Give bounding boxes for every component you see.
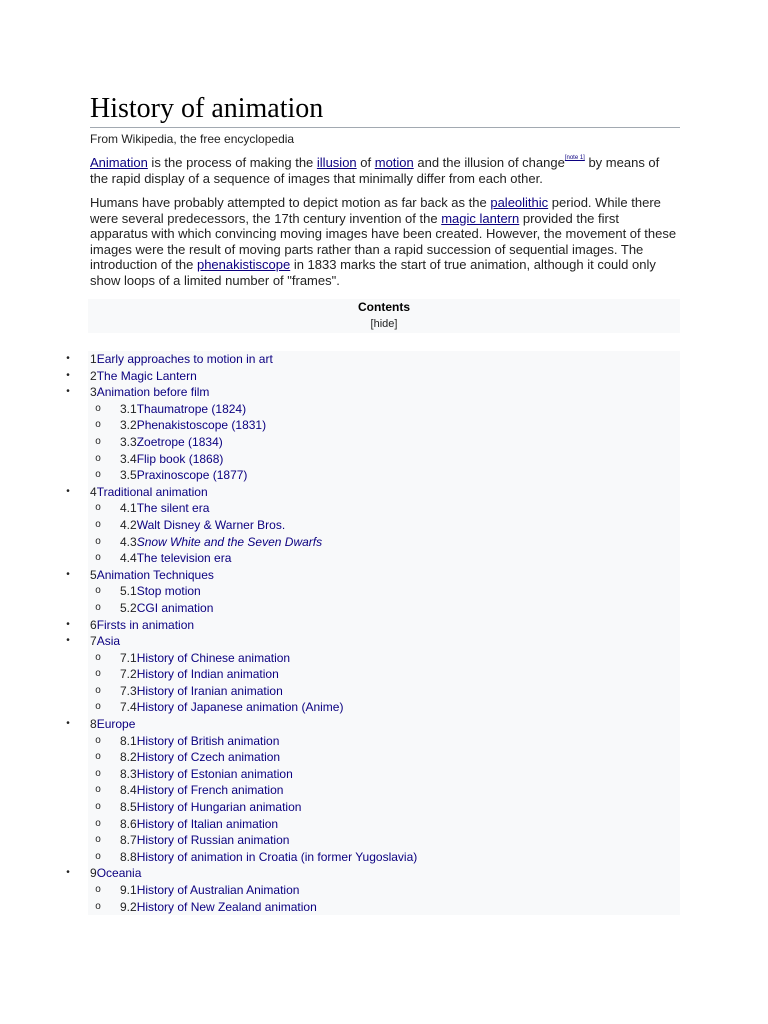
link-motion[interactable]: motion (374, 155, 414, 170)
toc-subitem[interactable] (0, 666, 680, 683)
toc-subitem[interactable] (0, 882, 680, 899)
article (90, 92, 680, 288)
link-illusion[interactable]: illusion (316, 155, 357, 170)
sub-bullet-icon: o (95, 435, 101, 447)
toc-number: 7.1 (120, 650, 137, 665)
toc-title-text[interactable]: Praxinoscope (1877) (136, 468, 248, 483)
toc-link[interactable] (90, 368, 197, 385)
toc-number: 8 (90, 717, 97, 732)
toc-subitem[interactable] (0, 451, 680, 468)
toc-hide-open-bracket: [ (370, 318, 374, 330)
toc-link[interactable] (90, 617, 194, 634)
toc-title-text[interactable]: Traditional animation (96, 484, 208, 499)
sub-bullet-icon: o (95, 801, 101, 813)
toc-subitem[interactable] (0, 583, 680, 600)
toc-link[interactable] (120, 699, 343, 716)
toc-title-text[interactable]: Walt Disney & Warner Bros. (136, 517, 286, 532)
toc-title-text[interactable]: Stop motion (136, 584, 201, 599)
sub-bullet-icon: o (95, 402, 101, 414)
toc-number: 8.5 (120, 800, 137, 815)
toc-number: 3.4 (120, 451, 137, 466)
toc-title: Contents (358, 300, 410, 314)
sub-bullet-icon: o (95, 734, 101, 746)
toc-link[interactable] (120, 401, 246, 418)
toc-number: 7.4 (120, 700, 137, 715)
toc-subitem[interactable] (0, 650, 680, 667)
toc-title-text[interactable]: Firsts in animation (96, 617, 195, 632)
toc-link[interactable] (90, 865, 141, 882)
toc-number: 4.3 (120, 534, 137, 549)
toc-title-text[interactable]: History of Chinese animation (136, 650, 291, 665)
toc-title-text[interactable]: History of British animation (136, 733, 280, 748)
toc-title-text[interactable]: History of Czech animation (136, 750, 281, 765)
sub-bullet-icon: o (95, 518, 101, 530)
toc-title-text[interactable]: History of Hungarian animation (136, 800, 302, 815)
toc-hide-label[interactable]: hide (373, 318, 395, 330)
toc-link[interactable] (120, 683, 283, 700)
toc-number: 3.3 (120, 434, 137, 449)
toc-link[interactable] (120, 467, 247, 484)
toc-number: 7 (90, 634, 97, 649)
toc-link[interactable] (120, 799, 301, 816)
toc-number: 8.4 (120, 783, 137, 798)
sub-bullet-icon: o (95, 452, 101, 464)
toc-item[interactable] (0, 567, 680, 584)
toc-subitem[interactable] (0, 733, 680, 750)
toc-link[interactable] (120, 733, 279, 750)
toc-number: 4.1 (120, 501, 137, 516)
toc-link[interactable] (90, 484, 208, 501)
sub-bullet-icon: o (95, 817, 101, 829)
toc-subitem[interactable] (0, 799, 680, 816)
toc-number: 9 (90, 866, 97, 881)
toc-title-text[interactable]: History of Italian animation (136, 816, 279, 831)
toc-title-text[interactable]: Phenakistoscope (1831) (136, 418, 267, 433)
toc-header (88, 299, 680, 333)
toc-item[interactable] (0, 865, 680, 882)
toc-number: 8.1 (120, 733, 137, 748)
toc-title-text[interactable]: History of New Zealand animation (136, 899, 317, 914)
toc-number: 9.2 (120, 899, 137, 914)
history-text-1: Humans have probably attempted to depict motion as far back as the (90, 195, 491, 210)
sub-bullet-icon: o (95, 601, 101, 613)
toc-number: 5.1 (120, 584, 137, 599)
intro-text-2: of (356, 155, 375, 170)
toc-link[interactable] (90, 716, 135, 733)
toc-item[interactable] (0, 351, 680, 368)
toc-subitem[interactable] (0, 434, 680, 451)
toc-title-text[interactable]: Animation Techniques (96, 567, 214, 582)
sub-bullet-icon: o (95, 850, 101, 862)
footnote-link[interactable]: [note 1] (564, 155, 585, 161)
toc-title-text[interactable]: History of animation in Croatia (in former Yugoslavia) (136, 849, 418, 864)
bullet-icon: • (66, 353, 70, 364)
link-animation[interactable]: Animation (90, 155, 148, 170)
toc-title-text[interactable]: Animation before film (96, 385, 210, 400)
bullet-icon: • (66, 485, 70, 497)
toc-number: 5 (90, 567, 97, 582)
toc-link[interactable] (120, 550, 231, 567)
toc-list (0, 351, 680, 915)
toc-link[interactable] (120, 583, 201, 600)
toc-title-text[interactable]: History of Australian Animation (136, 883, 300, 897)
toc-subitem[interactable] (0, 749, 680, 766)
toc-link[interactable] (90, 351, 273, 368)
toc-title-text[interactable]: Thaumatrope (1824) (136, 401, 247, 416)
bullet-icon: • (66, 718, 70, 730)
toc-link[interactable] (120, 417, 266, 434)
toc-title-text[interactable]: History of French animation (136, 783, 284, 798)
toc-link[interactable] (90, 633, 120, 650)
toc-title-text[interactable]: The Magic Lantern (96, 368, 197, 383)
sub-bullet-icon: o (95, 651, 101, 663)
toc-title-text[interactable]: Asia (96, 634, 121, 649)
toc-link[interactable] (120, 849, 417, 866)
page-title: History of animation (90, 92, 680, 128)
sub-bullet-icon: o (95, 535, 101, 547)
toc-subitem[interactable] (0, 832, 680, 849)
toc-number: 5.2 (120, 600, 137, 615)
toc-number: 4.2 (120, 517, 137, 532)
toc-link[interactable] (120, 600, 213, 617)
toc-number: 4 (90, 484, 97, 499)
toc-subitem[interactable] (0, 782, 680, 799)
toc-link[interactable] (120, 434, 223, 451)
toc-title-text[interactable]: History of Estonian animation (136, 766, 293, 781)
toc-number: 2 (90, 368, 97, 383)
history-text-4: in 1833 marks the start of true animation, although it could only show loops of a limited number of "frames". (90, 257, 656, 288)
sub-bullet-icon: o (95, 834, 101, 846)
bullet-icon: • (66, 386, 70, 398)
toc-link[interactable] (120, 451, 223, 468)
toc-title-text[interactable]: History of Indian animation (136, 667, 279, 682)
toc-title-text[interactable]: History of Japanese animation (Anime) (136, 700, 344, 715)
toc-link[interactable] (120, 666, 279, 683)
sub-bullet-icon: o (95, 668, 101, 680)
toc-number: 6 (90, 617, 97, 632)
toc-link[interactable] (120, 517, 285, 534)
sub-bullet-icon: o (95, 684, 101, 696)
intro-paragraph (90, 155, 680, 186)
link-phenakistiscope[interactable]: phenakistiscope (196, 257, 291, 272)
toc-title-text[interactable]: The silent era (136, 501, 210, 516)
link-paleolithic[interactable]: paleolithic (490, 195, 549, 210)
toc-number: 3.2 (120, 418, 137, 433)
toc-title-text[interactable]: CGI animation (136, 600, 214, 615)
toc-title-text[interactable]: Zoetrope (1834) (136, 434, 223, 449)
toc-number: 3.5 (120, 468, 137, 483)
toc-link[interactable] (120, 816, 278, 833)
bullet-icon: • (66, 568, 70, 580)
toc-title-text[interactable]: Snow White and the Seven Dwarfs (136, 534, 323, 549)
toc-number: 7.3 (120, 683, 137, 698)
toc-subitem[interactable] (0, 899, 680, 916)
toc-subitem[interactable] (0, 517, 680, 534)
toc-number: 8.6 (120, 816, 137, 831)
toc-hide-toggle[interactable] (88, 318, 680, 330)
bullet-icon: • (66, 635, 70, 647)
toc-item[interactable] (0, 633, 680, 650)
toc-subitem[interactable] (0, 417, 680, 434)
toc-item[interactable] (0, 484, 680, 501)
toc-subitem[interactable] (0, 766, 680, 783)
toc-link[interactable] (120, 899, 317, 916)
sub-bullet-icon: o (95, 751, 101, 763)
toc-subitem[interactable] (0, 534, 680, 551)
history-text-2: period. While there were several predecessors, the 17th century invention of the (90, 195, 661, 226)
sub-bullet-icon: o (95, 767, 101, 779)
history-text-3: provided the first apparatus with which convincing moving images have been created. However, the movement of these images were the result of moving parts rather than a rapid succession of sequential images. The introduction of the (90, 210, 677, 272)
sub-bullet-icon: o (95, 502, 101, 514)
toc-number: 3.1 (120, 401, 137, 416)
sub-bullet-icon: o (95, 884, 101, 895)
toc-number: 1 (90, 352, 97, 366)
history-paragraph (90, 195, 680, 288)
toc-link[interactable] (120, 782, 283, 799)
toc-subitem[interactable] (0, 467, 680, 484)
bullet-icon: • (66, 867, 70, 879)
toc-item[interactable] (0, 368, 680, 385)
bullet-icon: • (66, 369, 70, 381)
sub-bullet-icon: o (95, 900, 101, 912)
toc-title-text[interactable]: History of Iranian animation (136, 683, 283, 698)
toc-title-text[interactable]: The television era (136, 551, 232, 566)
intro-text-4: by means of the rapid display of a sequence of images that minimally differ from each other. (90, 155, 660, 186)
toc-number: 8.7 (120, 833, 137, 848)
link-magic-lantern[interactable]: magic lantern (441, 210, 520, 226)
page-subtitle: From Wikipedia, the free encyclopedia (90, 132, 295, 146)
toc-title-text[interactable]: Oceania (96, 866, 142, 881)
sub-bullet-icon: o (95, 419, 101, 431)
toc-link[interactable] (90, 384, 209, 401)
sub-bullet-icon: o (95, 469, 101, 481)
toc-link[interactable] (120, 500, 209, 517)
sub-bullet-icon: o (95, 701, 101, 713)
toc-item[interactable] (0, 384, 680, 401)
toc-number: 8.2 (120, 750, 137, 765)
toc-number: 8.8 (120, 849, 137, 864)
toc-subitem[interactable] (0, 849, 680, 866)
toc-link[interactable] (120, 832, 289, 849)
toc-subitem[interactable] (0, 600, 680, 617)
toc-number: 3 (90, 385, 97, 400)
toc-subitem[interactable] (0, 401, 680, 418)
toc-subitem[interactable] (0, 683, 680, 700)
intro-text-1: is the process of making the (147, 155, 317, 170)
toc-link[interactable] (120, 766, 293, 783)
toc-number: 8.3 (120, 766, 137, 781)
toc-title-text[interactable]: Flip book (1868) (136, 451, 224, 466)
toc-subitem[interactable] (0, 550, 680, 567)
toc-title-text[interactable]: History of Russian animation (136, 833, 290, 848)
toc-number: 4.4 (120, 551, 137, 566)
sub-bullet-icon: o (95, 784, 101, 796)
toc-link[interactable] (90, 567, 214, 584)
toc-subitem[interactable] (0, 699, 680, 716)
intro-text-3: and the illusion of change (413, 155, 565, 170)
toc-link[interactable] (120, 749, 280, 766)
toc-link[interactable] (120, 534, 322, 551)
toc-item[interactable] (0, 716, 680, 733)
toc-number: 9.1 (120, 883, 137, 897)
toc-hide-close-bracket: ] (394, 318, 398, 330)
bullet-icon: • (66, 618, 70, 630)
toc-title-text[interactable]: Europe (96, 717, 136, 732)
sub-bullet-icon: o (95, 585, 101, 597)
toc-title-text[interactable]: Early approaches to motion in art (96, 352, 273, 366)
toc-link[interactable] (120, 650, 290, 667)
toc-subitem[interactable] (0, 500, 680, 517)
sub-bullet-icon: o (95, 552, 101, 564)
toc-number: 7.2 (120, 667, 137, 682)
toc-link[interactable] (120, 882, 299, 899)
toc-item[interactable] (0, 617, 680, 634)
toc-subitem[interactable] (0, 816, 680, 833)
